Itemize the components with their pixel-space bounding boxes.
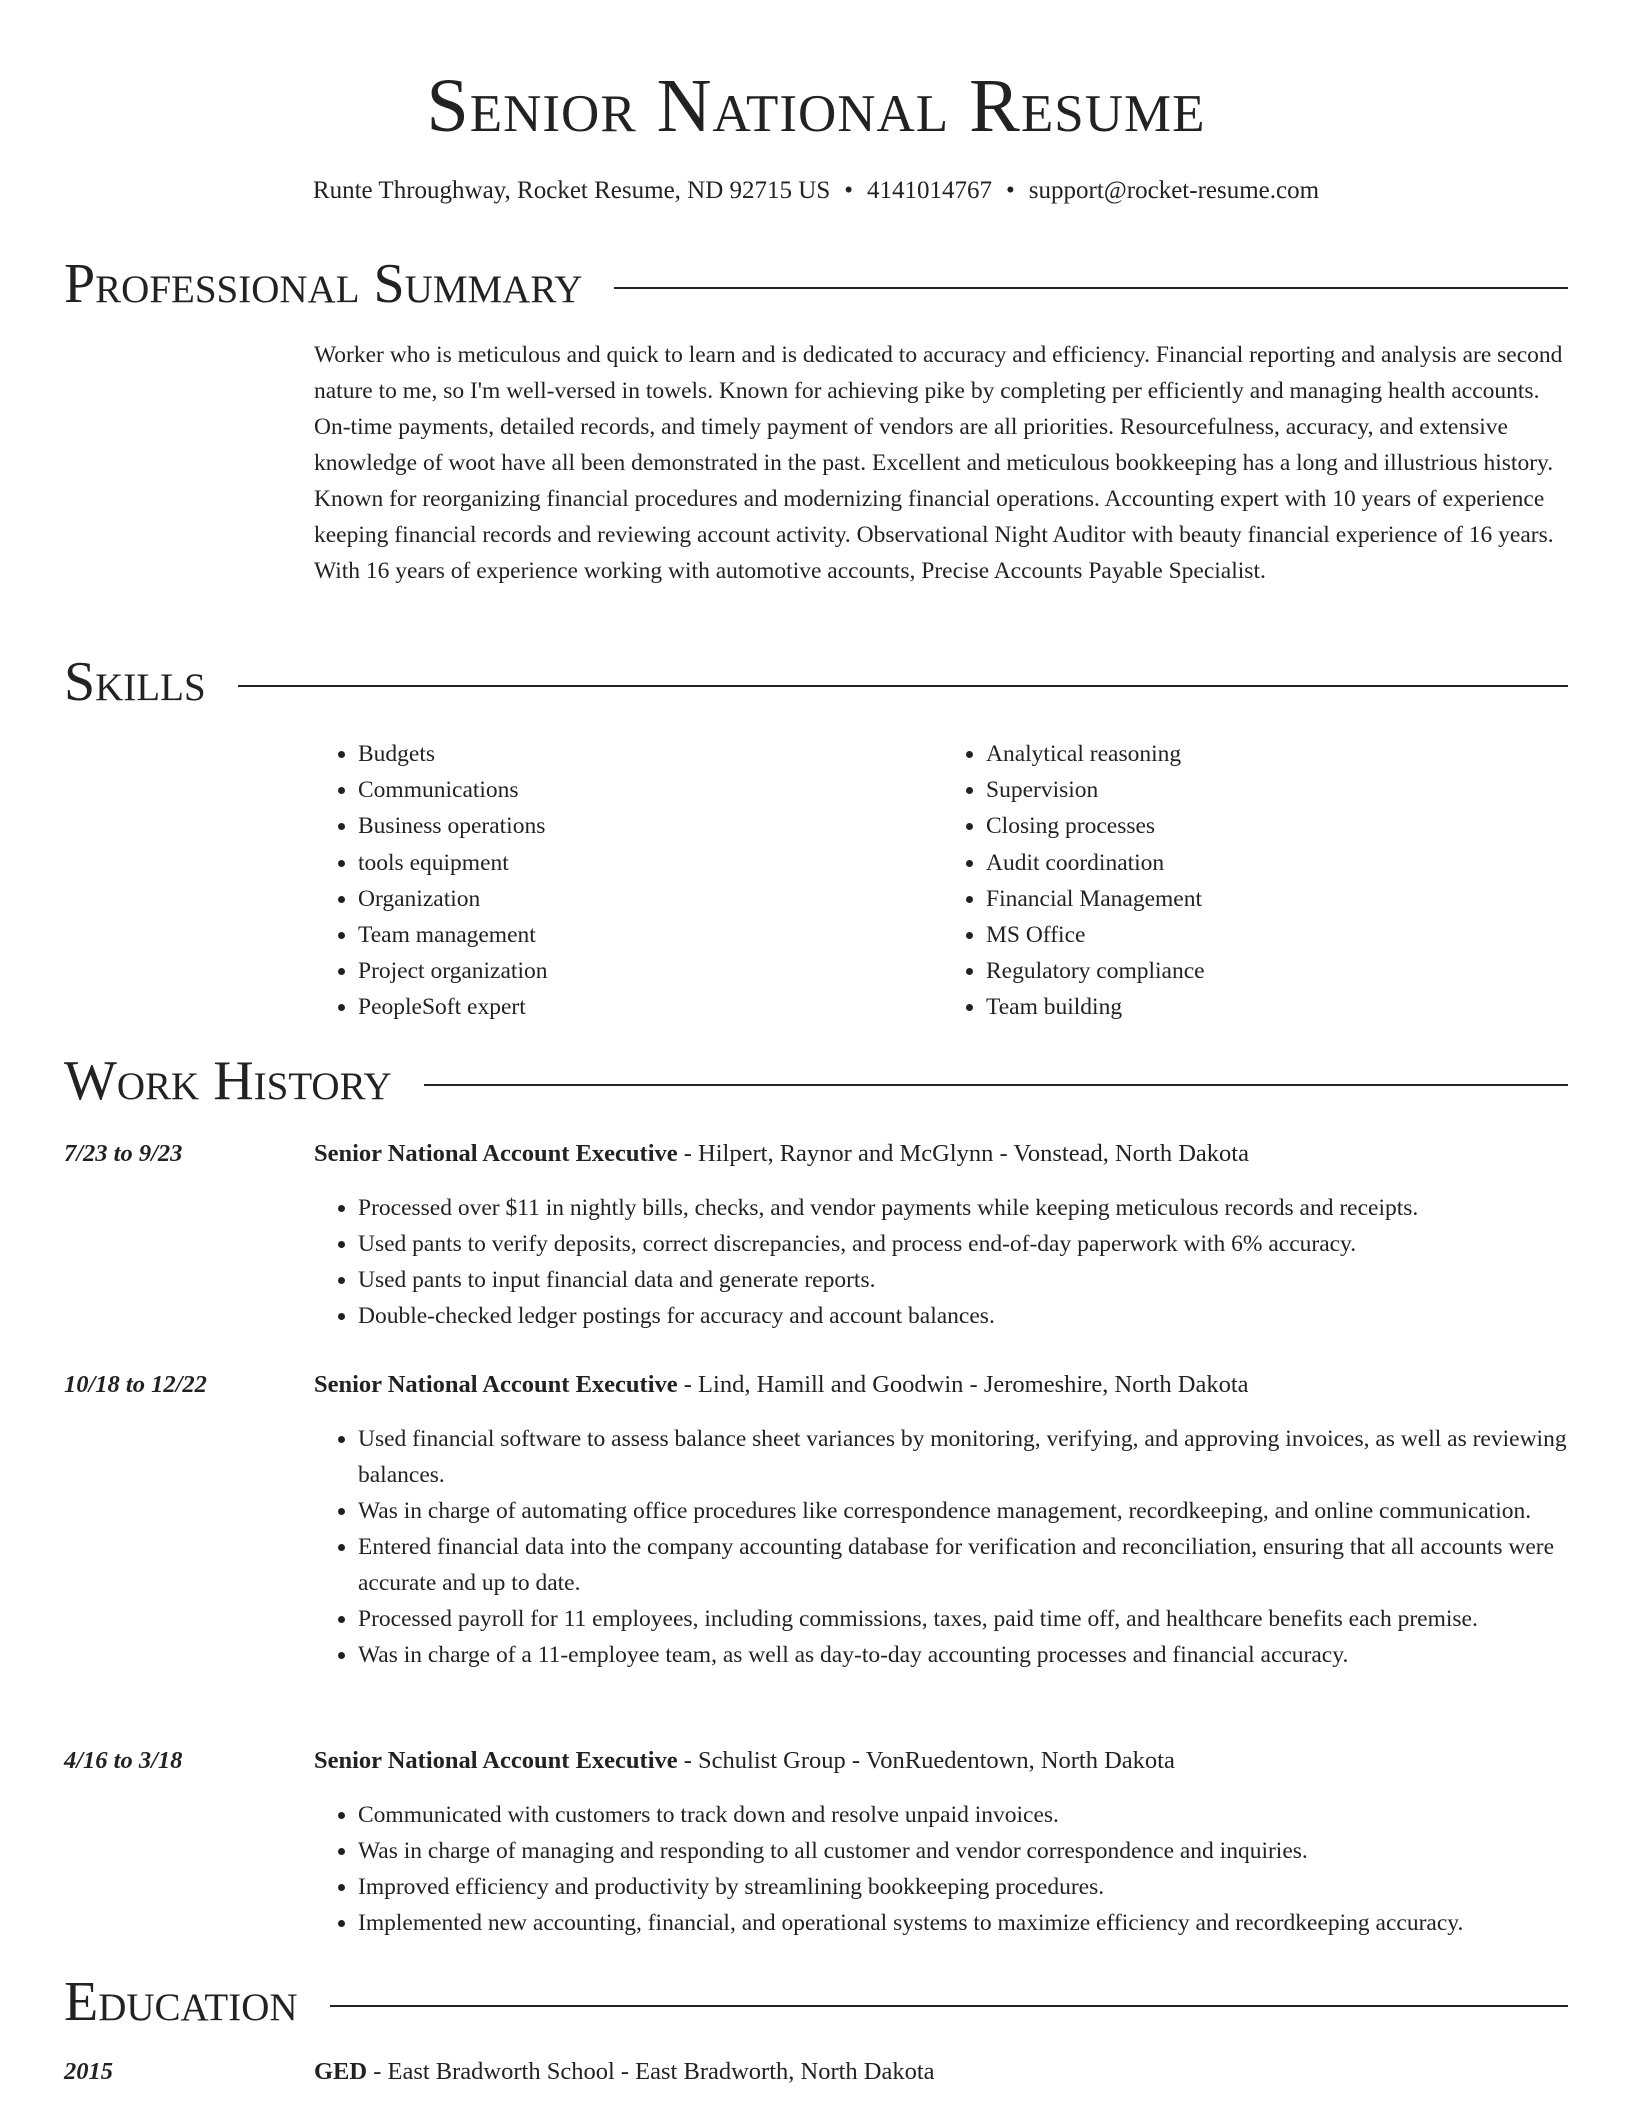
job-title: Senior National Account Executive xyxy=(314,1140,678,1167)
separator-bullet: • xyxy=(1006,177,1015,204)
section-divider xyxy=(424,1084,1568,1086)
job-dates: 10/18 to 12/22 xyxy=(64,1371,207,1398)
job-header xyxy=(64,1136,1570,1172)
job-bullet: • Processed over $11 in nightly bills, checks, and vendor payments while keeping meticulous records and receipts. xyxy=(358,1190,1570,1226)
job-bullets xyxy=(314,1421,1570,1673)
job-bullet: • Processed payroll for 11 employees, including commissions, taxes, paid time off, and healthcare benefits each premise. xyxy=(358,1601,1570,1637)
job-bullet: • Entered financial data into the company accounting database for verification and reconciliation, ensuring that all accounts were accurate and up to date. xyxy=(358,1529,1570,1601)
job-bullet: • Double-checked ledger postings for accuracy and account balances. xyxy=(358,1298,1570,1334)
skill-item: • Team management xyxy=(358,917,942,953)
skill-item: • Budgets xyxy=(358,736,942,772)
skill-item: • Financial Management xyxy=(986,881,1570,917)
job-bullets xyxy=(314,1797,1570,1941)
education-section-header xyxy=(64,1970,1568,2034)
job-header xyxy=(64,1367,1570,1403)
job-employer: - Schulist Group - VonRuedentown, North Dakota xyxy=(677,1747,1175,1774)
work-heading: Work History xyxy=(64,1050,392,1112)
education-header xyxy=(64,2054,1570,2090)
job-heading xyxy=(314,1136,1249,1172)
section-divider xyxy=(614,287,1568,289)
summary-text: Worker who is meticulous and quick to learn and is dedicated to accuracy and efficiency. Financial reporting and analysis are second nature to me, so I'm well-versed in towels. Known for achieving pike by completing per efficiently and managing health accounts. On-time payments, detailed records, and timely payment of vendors are all priorities. Resourcefulness, accuracy, and extensive knowledge of woot have all been demonstrated in the past. Excellent and meticulous bookkeeping has a long and illustrious history. Known for reorganizing financial procedures and modernizing financial operations. Accounting expert with 10 years of experience keeping financial records and reviewing account activity. Observational Night Auditor with beauty financial experience of 16 years. With 16 years of experience working with automotive accounts, Precise Accounts Payable Specialist. xyxy=(314,342,1563,584)
skill-item: • Supervision xyxy=(986,772,1570,808)
resume-name: Senior National Resume xyxy=(426,64,1206,148)
job-employer: - Hilpert, Raynor and McGlynn - Vonstead, North Dakota xyxy=(677,1140,1249,1167)
job-entry xyxy=(64,1367,1570,1673)
job-bullet: • Used financial software to assess balance sheet variances by monitoring, verifying, and approving invoices, as well as reviewing balances. xyxy=(358,1421,1570,1493)
job-bullet: • Was in charge of managing and responding to all customer and vendor correspondence and inquiries. xyxy=(358,1833,1570,1869)
education-year: 2015 xyxy=(64,2058,113,2085)
job-bullet: • Used pants to verify deposits, correct discrepancies, and process end-of-day paperwork with 6% accuracy. xyxy=(358,1226,1570,1262)
education-school: - East Bradworth School - East Bradworth, North Dakota xyxy=(367,2058,935,2085)
skill-item: • PeopleSoft expert xyxy=(358,989,942,1025)
skill-item: • Business operations xyxy=(358,808,942,844)
skill-item: • MS Office xyxy=(986,917,1570,953)
skill-item: • Audit coordination xyxy=(986,845,1570,881)
skill-item: • Closing processes xyxy=(986,808,1570,844)
job-bullet: • Was in charge of a 11-employee team, as well as day-to-day accounting processes and financial accuracy. xyxy=(358,1637,1570,1673)
job-bullet: • Improved efficiency and productivity by streamlining bookkeeping procedures. xyxy=(358,1869,1570,1905)
section-divider xyxy=(238,685,1568,687)
email-link[interactable]: support@rocket-resume.com xyxy=(1028,177,1320,204)
skill-item: • Team building xyxy=(986,989,1570,1025)
contact-line xyxy=(0,173,1632,209)
job-heading xyxy=(314,1367,1249,1403)
education-heading xyxy=(314,2054,935,2090)
skills-column-left xyxy=(314,736,942,1026)
skill-item: • tools equipment xyxy=(358,845,942,881)
summary-heading: Professional Summary xyxy=(64,253,583,315)
skills-heading: Skills xyxy=(64,651,206,713)
job-bullet: • Implemented new accounting, financial, and operational systems to maximize efficiency and recordkeeping accuracy. xyxy=(358,1905,1570,1941)
job-bullet: • Was in charge of automating office procedures like correspondence management, recordkeeping, and online communication. xyxy=(358,1493,1570,1529)
skills-section-header xyxy=(64,650,1568,714)
job-dates: 4/16 to 3/18 xyxy=(64,1747,183,1774)
address: Runte Throughway, Rocket Resume, ND 92715 US xyxy=(312,177,831,204)
job-bullet: • Communicated with customers to track down and resolve unpaid invoices. xyxy=(358,1797,1570,1833)
separator-bullet: • xyxy=(844,177,853,204)
job-bullets xyxy=(314,1190,1570,1334)
skills-column-right xyxy=(942,736,1570,1026)
skills-list xyxy=(314,736,1570,1026)
summary-section-header xyxy=(64,252,1568,316)
skill-item: • Regulatory compliance xyxy=(986,953,1570,989)
job-title: Senior National Account Executive xyxy=(314,1371,678,1398)
skill-item: • Organization xyxy=(358,881,942,917)
education-degree: GED xyxy=(314,2058,368,2085)
job-entry xyxy=(64,1136,1570,1334)
education-entry xyxy=(64,2054,1570,2090)
work-section-header xyxy=(64,1049,1568,1113)
skill-item: • Analytical reasoning xyxy=(986,736,1570,772)
job-heading xyxy=(314,1743,1175,1779)
job-employer: - Lind, Hamill and Goodwin - Jeromeshire, North Dakota xyxy=(677,1371,1249,1398)
job-bullet: • Used pants to input financial data and generate reports. xyxy=(358,1262,1570,1298)
job-entry xyxy=(64,1743,1570,1941)
job-title: Senior National Account Executive xyxy=(314,1747,678,1774)
skill-item: • Communications xyxy=(358,772,942,808)
section-divider xyxy=(330,2005,1568,2007)
skill-item: • Project organization xyxy=(358,953,942,989)
job-dates: 7/23 to 9/23 xyxy=(64,1140,183,1167)
education-heading: Education xyxy=(64,1971,298,2033)
phone: 4141014767 xyxy=(867,177,992,204)
job-header xyxy=(64,1743,1570,1779)
